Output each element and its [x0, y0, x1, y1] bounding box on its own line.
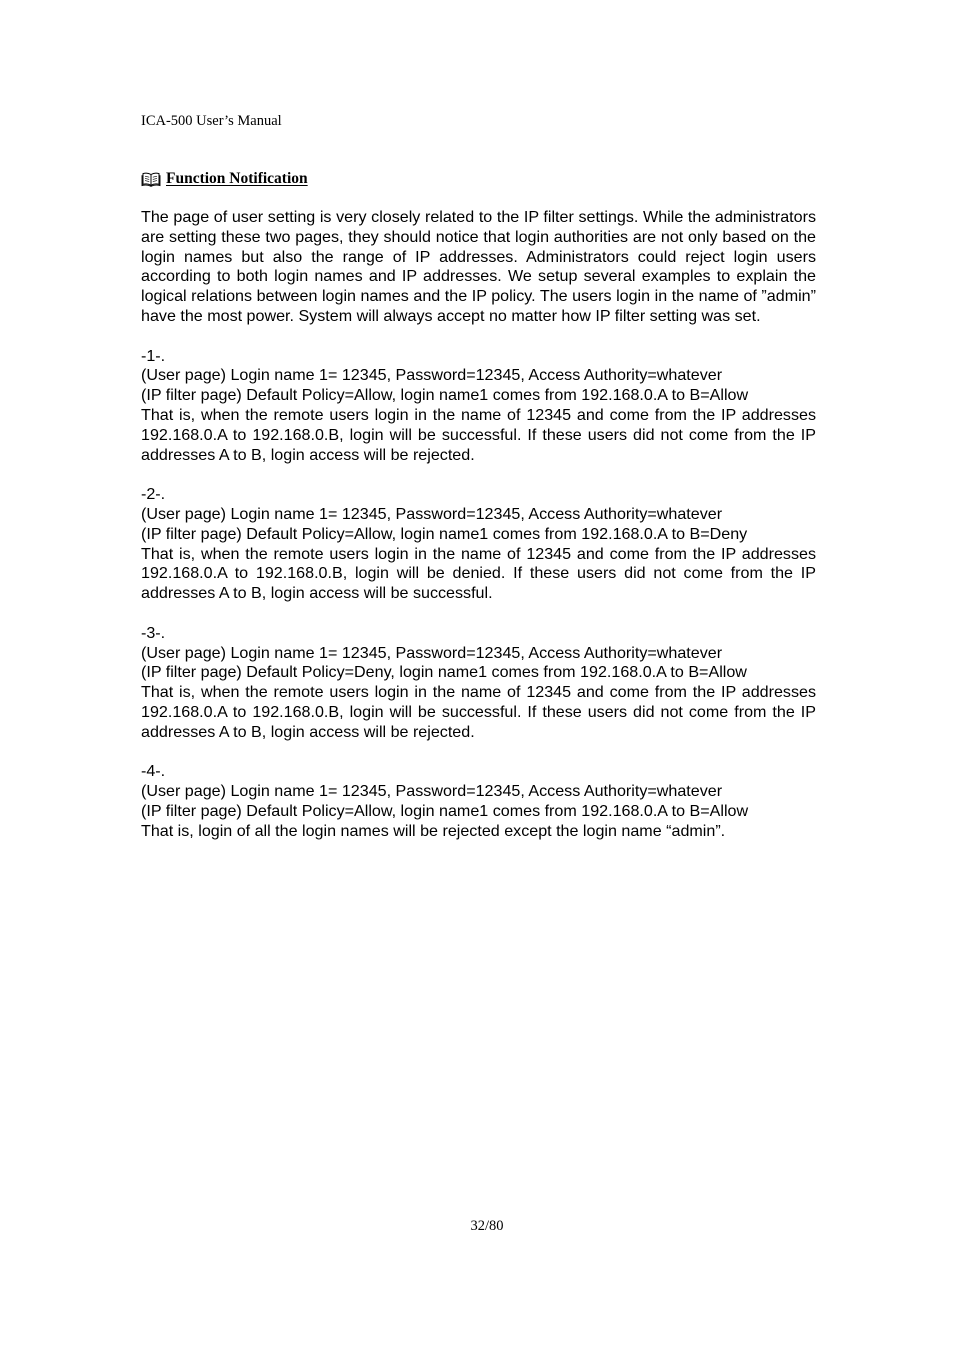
user-page-setting: (User page) Login name 1= 12345, Password=12345, Access Authority=whatever [141, 366, 723, 385]
example-3 [141, 624, 816, 743]
book-icon [141, 171, 161, 187]
user-page-setting: (User page) Login name 1= 12345, Password=12345, Access Authority=whatever [141, 782, 723, 801]
user-page-setting: (User page) Login name 1= 12345, Password=12345, Access Authority=whatever [141, 504, 723, 523]
ip-filter-setting: (IP filter page) Default Policy=Allow, login name1 comes from 192.168.0.A to B=Deny [141, 524, 748, 543]
intro-paragraph: The page of user setting is very closely related to the IP filter settings. While the administrators are setting these two pages, they should notice that login authorities are not only based on the login names but also the range of IP addresses. Administrators could reject login users according to both login names and IP addresses. We setup several examples to explain the logical relations between login names and the IP policy. The users login in the name of ”admin” have the most power. System will always accept no matter how IP filter setting was set. [141, 208, 816, 325]
example-number: -1-. [141, 346, 166, 365]
example-description: That is, when the remote users login in the name of 12345 and come from the IP addresses 192.168.0.A to 192.168.0.B, login will be denied. If these users did not come from the IP addresses A to B, login access will be successful. [141, 544, 816, 603]
ip-filter-setting: (IP filter page) Default Policy=Deny, login name1 comes from 192.168.0.A to B=Allow [141, 663, 747, 682]
example-2 [141, 485, 816, 604]
ip-filter-setting: (IP filter page) Default Policy=Allow, login name1 comes from 192.168.0.A to B=Allow [141, 386, 749, 405]
document-body [141, 208, 816, 861]
user-page-setting: (User page) Login name 1= 12345, Password=12345, Access Authority=whatever [141, 643, 723, 662]
example-description: That is, login of all the login names will be rejected except the login name “admin”. [141, 821, 726, 840]
running-header: ICA-500 User’s Manual [141, 113, 282, 129]
example-number: -2-. [141, 485, 166, 504]
page-number: 32/80 [470, 1218, 504, 1234]
section-heading [141, 169, 308, 189]
page-footer [0, 1217, 954, 1235]
example-description: That is, when the remote users login in the name of 12345 and come from the IP addresses 192.168.0.A to 192.168.0.B, login will be successful. If these users did not come from the IP addresses A to B, login access will be rejected. [141, 405, 816, 464]
example-4 [141, 762, 816, 841]
section-title: Function Notification [166, 170, 308, 187]
ip-filter-setting: (IP filter page) Default Policy=Allow, login name1 comes from 192.168.0.A to B=Allow [141, 801, 749, 820]
example-number: -4-. [141, 762, 166, 781]
example-description: That is, when the remote users login in the name of 12345 and come from the IP addresses 192.168.0.A to 192.168.0.B, login will be successful. If these users did not come from the IP addresses A to B, login access will be rejected. [141, 683, 816, 741]
example-number: -3-. [141, 623, 166, 642]
example-1 [141, 347, 816, 466]
